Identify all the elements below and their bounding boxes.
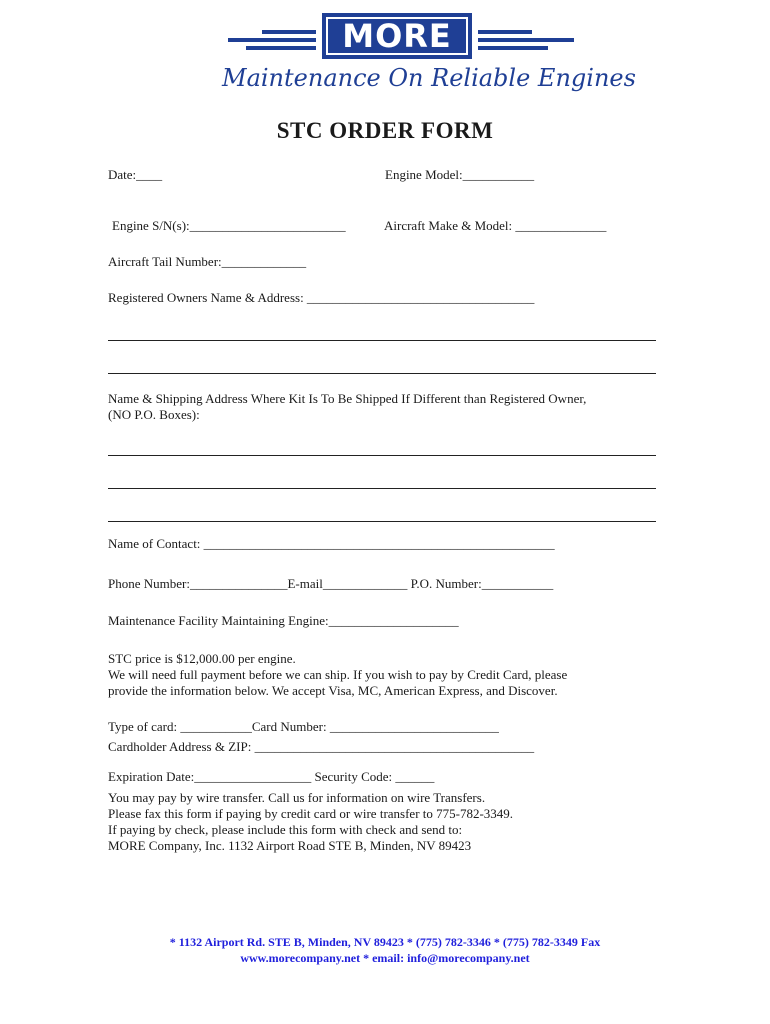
check-instructions-text: If paying by check, please include this form with check and send to:	[108, 822, 463, 837]
registered-owner-line[interactable]	[108, 373, 656, 374]
shipping-address-line[interactable]	[108, 455, 656, 456]
footer-contact-line: * 1132 Airport Rd. STE B, Minden, NV 89423 * (775) 782-3346 * (775) 782-3349 Fax	[169, 935, 601, 949]
payment-terms-text: We will need full payment before we can ship. If you wish to pay by Credit Card, please	[108, 667, 568, 682]
logo-stripe	[478, 30, 532, 34]
expiration-security-field[interactable]: Expiration Date:__________________ Security Code: ______	[108, 769, 435, 784]
shipping-address-line[interactable]	[108, 488, 656, 489]
registered-owner-line[interactable]	[108, 340, 656, 341]
aircraft-tail-field[interactable]: Aircraft Tail Number:_____________	[108, 254, 307, 269]
contact-name-field[interactable]: Name of Contact: ______________________________________________________	[108, 536, 555, 551]
wire-transfer-text: You may pay by wire transfer. Call us for information on wire Transfers.	[108, 790, 486, 805]
engine-sn-field[interactable]: Engine S/N(s):________________________	[112, 218, 346, 233]
shipping-address-note: (NO P.O. Boxes):	[108, 407, 200, 422]
logo-stripe	[246, 46, 316, 50]
shipping-address-line[interactable]	[108, 521, 656, 522]
logo-stripe	[262, 30, 316, 34]
maintenance-facility-field[interactable]: Maintenance Facility Maintaining Engine:____________________	[108, 613, 459, 628]
engine-model-field[interactable]: Engine Model:___________	[385, 167, 535, 182]
logo-brand-text: MORE	[326, 17, 468, 55]
phone-email-po-field[interactable]: Phone Number:_______________E-mail_____________ P.O. Number:___________	[108, 576, 554, 591]
mailing-address-text: MORE Company, Inc. 1132 Airport Road STE B, Minden, NV 89423	[108, 838, 472, 853]
logo-stripe	[228, 38, 316, 42]
registered-owner-field[interactable]: Registered Owners Name & Address: ___________________________________	[108, 290, 535, 305]
company-logo	[222, 10, 636, 102]
cardholder-address-field[interactable]: Cardholder Address & ZIP: ___________________________________________	[108, 739, 535, 754]
logo-brand-box	[322, 13, 472, 59]
stc-price-text: STC price is $12,000.00 per engine.	[108, 651, 296, 666]
card-type-number-field[interactable]: Type of card: ___________Card Number: __________________________	[108, 719, 499, 734]
footer-web-email-line: www.morecompany.net * email: info@morecompany.net	[240, 951, 530, 965]
logo-tagline: Maintenance On Reliable Engines	[222, 64, 636, 92]
fax-instructions-text: Please fax this form if paying by credit card or wire transfer to 775-782-3349.	[108, 806, 514, 821]
form-title: STC ORDER FORM	[276, 118, 494, 143]
logo-stripe	[478, 46, 548, 50]
date-field[interactable]: Date:____	[108, 167, 163, 182]
accepted-cards-text: provide the information below. We accept Visa, MC, American Express, and Discover.	[108, 683, 558, 698]
logo-stripe	[478, 38, 574, 42]
aircraft-make-model-field[interactable]: Aircraft Make & Model: ______________	[384, 218, 607, 233]
shipping-address-label: Name & Shipping Address Where Kit Is To Be Shipped If Different than Registered Owner,	[108, 391, 587, 406]
